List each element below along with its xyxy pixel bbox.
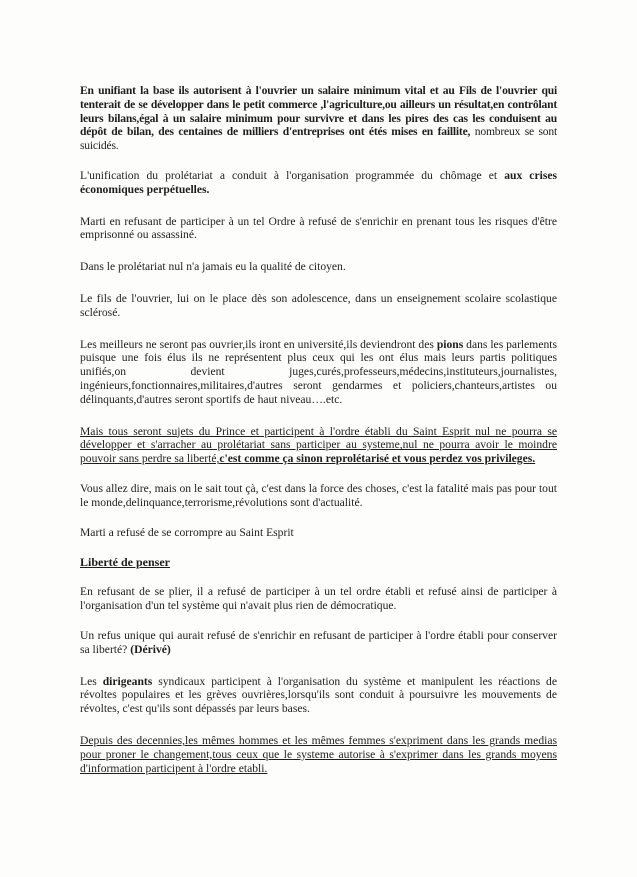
paragraph-6-bold-text: pions [436,337,464,351]
paragraph-7 [80,425,557,466]
paragraph-12-bold-text: dirigeants [102,674,153,688]
paragraph-2-bold-text: aux crises économiques perpétuelles. [80,168,557,196]
paragraph-13: Depuis des decennies,les mêmes hommes et les mêmes femmes s'expriment dans les grands medias pour proner le changement,tous ceux que le systeme autorise à s'exprimer dans les grands moyens d'information participent à l'ordre etabli. [80,733,557,775]
paragraph-3: Marti en refusant de participer à un tel Ordre à refusé de s'enrichir en prenant tous les risques d'être emprisonné ou assassiné. [80,214,557,242]
paragraph-7-bold-text: c'est comme ça sinon reprolétarisé et vous perdez vos privileges. [219,452,536,466]
paragraph-1-text: nombreux se sont suicidés. [80,125,557,153]
paragraph-2 [80,169,557,197]
paragraph-10: En refusant de se plier, il a refusé de participer à un tel ordre établi et refusé ainsi de participer à l'organisation d'un tel système qui n'avait plus rien de démocratique. [80,585,557,613]
paragraph-7-text: Mais tous seront sujets du Prince et participent à l'ordre établi du Saint Esprit nul ne pourra se développer et s'arracher au prolétariat sans participer au systeme,nul ne pourra avoir le moindre pouvoir sans perdre sa liberté, [80,424,557,466]
paragraph-11-text: Un refus unique qui aurait refusé de s'enrichir en refusant de participer à l'ordre établi pour conserver sa liberté? [80,628,557,656]
section-heading: Liberté de penser [80,555,170,570]
paragraph-12-text-b: syndicaux participent à l'organisation du système et manipulent les réactions de révoltes populaires et les grèves ouvrières,lorsqu'ils sont conduit à poursuivre les mouvements de révoltes, c'est qu'ils sont dépassés par leurs bases. [80,674,557,716]
paragraph-12-text-a: Les [80,674,103,688]
paragraph-8: Vous allez dire, mais on le sait tout çà, c'est dans la force des choses, c'est la fatalité mais pas pour tout le monde,delinquance,terrorisme,révolutions sont d'actualité. [80,481,557,509]
paragraph-5: Le fils de l'ouvrier, lui on le place dès son adolescence, dans un enseignement scolaire scolastique sclérosé. [80,291,557,319]
paragraph-6 [80,338,557,407]
paragraph-6-text-b: dans les parlements puisque une fois élus ils ne représentent plus ceux qui les ont élus mais leurs partis politiques unifiés,on devient juges,curés,professeurs,médecins,instituteurs,journalistes, ingénieurs,fonctionnaires,militaires,d'autres seront gendarmes et policiers,chanteurs,artistes ou délinquants,d'autres seront sportifs de haut niveau….etc. [80,337,557,406]
paragraph-2-text: L'unification du prolétariat a conduit à l'organisation programmée du chômage et [80,168,505,182]
paragraph-1-bold-text: En unifiant la base ils autorisent à l'ouvrier un salaire minimum vital et au Fils de l'ouvrier qui tenterait de se développer dans le petit commerce ,l'agriculture,ou ailleurs un résultat,en contrôlant leurs bilans,égal à un salaire minimum pour survivre et dans les pires des cas les conduisent au dépôt de bilan, des centaines de milliers d'entreprises ont étés mises en faillite, [80,84,557,139]
paragraph-12 [80,675,557,716]
paragraph-1 [80,84,557,153]
paragraph-11-bold-text: (Dérivé) [130,642,171,656]
paragraph-11 [80,629,557,657]
paragraph-6-text-a: Les meilleurs ne seront pas ouvrier,ils iront en université,ils deviendront des [80,337,437,351]
paragraph-9: Marti a refusé de se corrompre au Saint Esprit [80,525,294,539]
paragraph-4: Dans le prolétariat nul n'a jamais eu la qualité de citoyen. [80,260,346,274]
